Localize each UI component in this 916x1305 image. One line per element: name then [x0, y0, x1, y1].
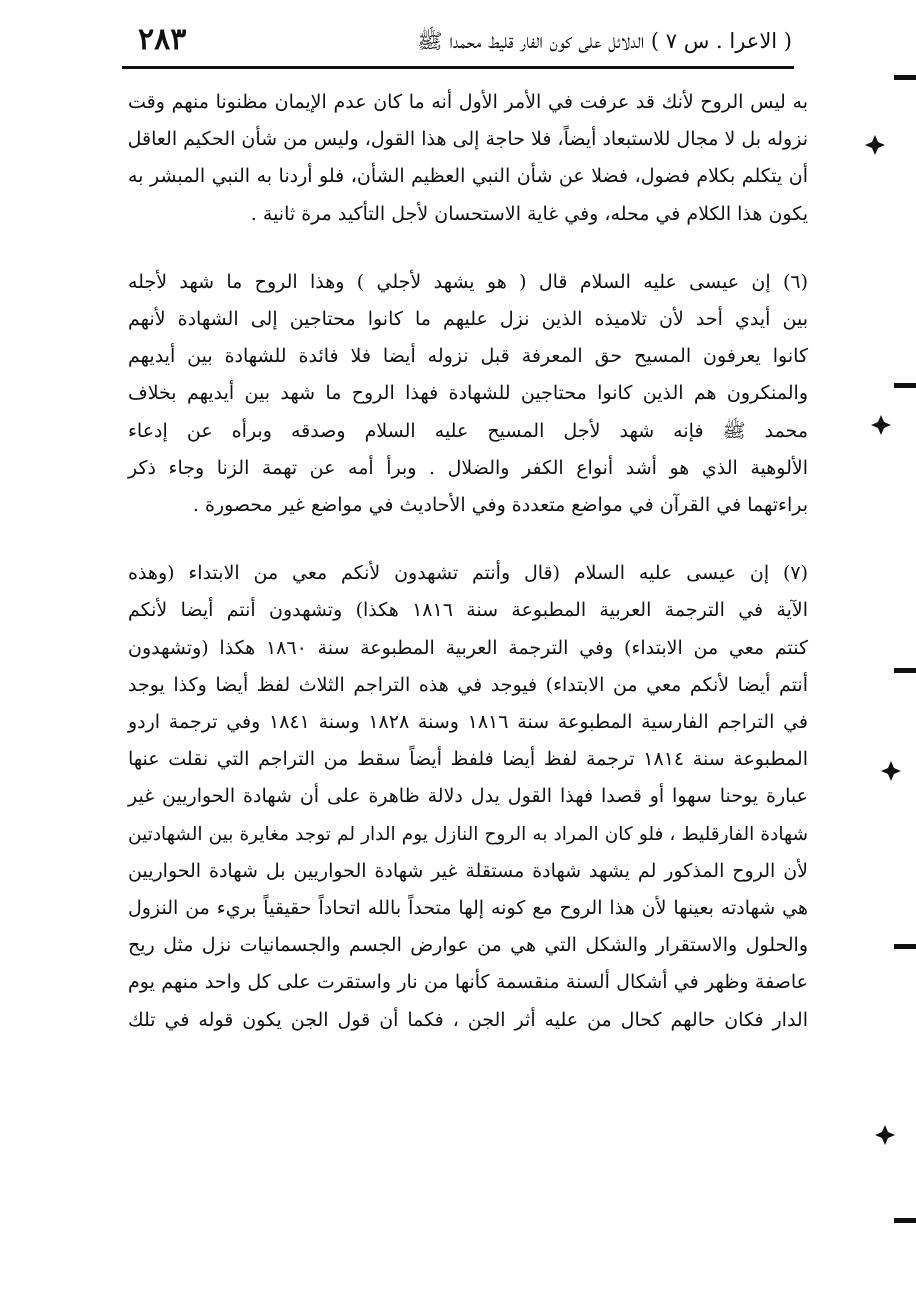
text-line: الألوهية الذي هو أشد أنواع الكفر والضلال . وبرأ أمه عن تهمة الزنا وجاء ذكر	[128, 456, 808, 479]
text-line: الآية في الترجمة العربية المطبوعة سنة ١٨١٦ هكذا) وتشهدون أنتم أيضا لأنكم	[128, 599, 809, 622]
text-line: الدار فكان حالهم كحال من عليه أثر الجن ، فكما أن قول الجن يكون قوله في تلك	[128, 1008, 808, 1031]
text-line: أنتم أيضا لأنكم معي من الابتداء) فيوجد في هذه التراجم الثلاث لفظ أيضا وكذا يوجد	[128, 673, 808, 696]
text-line: أن يتكلم بكلام فضول، فضلا عن شأن النبي العظيم الشأن، فلو أردنا به النبي المبشر به	[128, 165, 808, 188]
edge-dash	[894, 668, 916, 673]
text-line: نزوله بل لا مجال للاستبعاد أيضاً، فلا حاجة إلى هذا القول، وليس من شأن الحكيم العاقل	[127, 128, 808, 151]
text-line: (٧) إن عيسى عليه السلام (قال وأنتم تشهدون لأنكم معي من الابتداء (وهذه	[128, 562, 808, 585]
edge-dash	[894, 75, 916, 80]
page-header	[120, 22, 792, 66]
text-line: شهادة الفارقليط ، فلو كان المراد به الروح النازل يوم الدار لم توجد مغايرة بين الشهادتين	[128, 823, 808, 845]
text-line: كانوا يعرفون المسيح حق المعرفة قبل نزوله أيضا فلا فائدة للشهادة بين أيديهم	[128, 345, 808, 368]
text-line: كنتم معي من الابتداء) وفي الترجمة العربية المطبوعة سنة ١٨٦٠ هكذا (وتشهدون	[128, 636, 808, 659]
text-line: المطبوعة سنة ١٨١٤ ترجمة لفظ أيضا فلفظ أيضاً سقط من التراجم التي نقلت عنها	[128, 748, 808, 771]
edge-dash	[894, 1218, 916, 1223]
margin-speck-icon	[880, 760, 902, 782]
margin-speck-icon	[874, 1124, 896, 1146]
running-title: ( الاعرا . س ٧ ) الدلائل على كون الفار قليط محمدا ﷺ	[417, 29, 792, 53]
text-line: بين أيدي أحد لأن تلاميذه الذين نزل عليهم ما كانوا محتاجين إلى الشهادة لأنهم	[128, 308, 808, 331]
page-number: ٢٨٣	[138, 22, 187, 57]
margin-speck-icon	[870, 414, 892, 436]
text-line: والحلول والاستقرار والشكل التي هي من عوارض الجسم والجسمانيات نزل مثل ريح	[128, 934, 808, 957]
text-line: لأن الروح المذكور لم يشهد شهادة مستقلة غير شهادة الحواريين بل شهادة الحواريين	[128, 859, 808, 882]
paragraph-gap	[128, 233, 808, 264]
paragraph-gap	[128, 524, 808, 555]
text-line: والمنكرون هم الذين كانوا محتاجين للشهادة فهذا الروح ما شهد بين أيديهم بخلاف	[128, 382, 808, 405]
header-rule	[122, 66, 794, 69]
edge-dash	[894, 944, 916, 949]
text-line: عاصفة وظهر في أشكال ألسنة منقسمة كأنها من نار واستقرت على كل واحد منهم يوم	[128, 971, 808, 994]
text-line: براءتهما في القرآن في مواضع متعددة وفي الأحاديث في مواضع غير محصورة .	[192, 494, 808, 517]
margin-speck-icon	[864, 134, 886, 156]
text-line: به ليس الروح لأنك قد عرفت في الأمر الأول أنه ما كان عدم الإيمان مظنونا منهم وقت	[128, 91, 808, 113]
text-line: يكون هذا الكلام في محله، وفي غاية الاستحسان لأجل التأكيد مرة ثانية .	[250, 202, 808, 225]
text-line: (٦) إن عيسى عليه السلام قال ( هو يشهد لأجلي ) وهذا الروح ما شهد لأجله	[128, 270, 808, 293]
body-text	[128, 84, 808, 1039]
text-line: في التراجم الفارسية المطبوعة سنة ١٨١٦ وسنة ١٨٢٨ وسنة ١٨٤١ وفي ترجمة اردو	[128, 711, 808, 734]
text-line: عبارة يوحنا سهوا أو قصدا فهذا القول يدل دلالة ظاهرة على أن شهادة الحواريين غير	[128, 785, 808, 808]
text-line: هي شهادته بعينها لأن هذا الروح مع كونه إلها متحداً بالله اتحاداً حقيقياً بريء من النزول	[128, 897, 808, 920]
text-line: محمد ﷺ فإنه شهد لأجل المسيح عليه السلام وصدقه وبرأه عن إدعاء	[128, 419, 808, 442]
edge-dash	[894, 383, 916, 388]
